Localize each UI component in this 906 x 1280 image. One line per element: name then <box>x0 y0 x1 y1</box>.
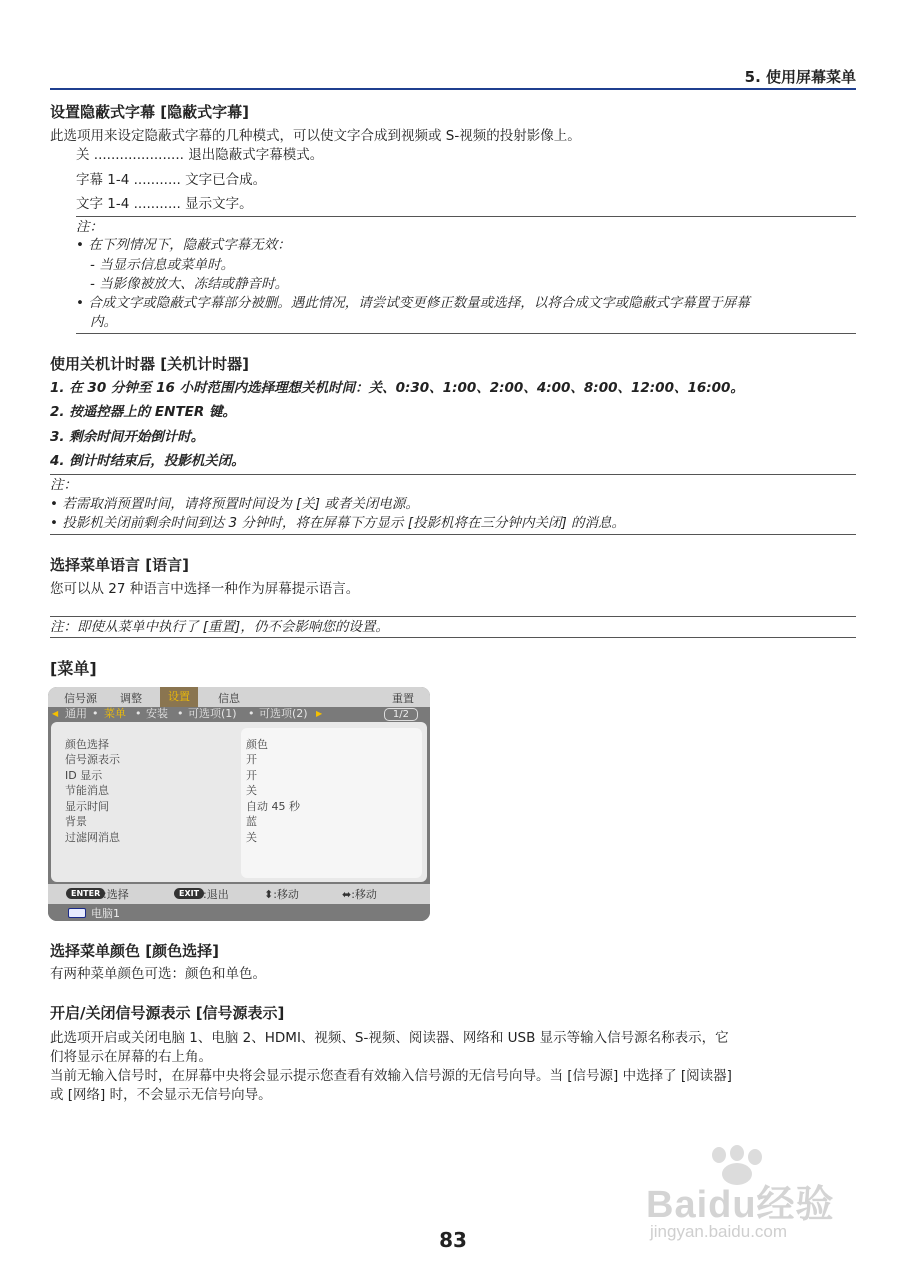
source-display-title: 开启/关闭信号源表示 [信号源表示] <box>50 1004 285 1022</box>
timer-note-rule-bottom <box>50 534 856 535</box>
cc-note-rule-bottom <box>76 333 856 334</box>
menu-screenshot <box>48 687 430 921</box>
menu-item-color-select[interactable]: 颜色选择 <box>65 738 109 751</box>
source-display-line-2: 们将显示在屏幕的右上角。 <box>50 1049 212 1065</box>
menu-item-source-display[interactable]: 信号源表示 <box>65 753 120 766</box>
watermark-brand: Baidu经验 <box>646 1184 835 1226</box>
menu-status-bar <box>48 904 430 921</box>
menu-section-title: [菜单] <box>50 659 97 678</box>
menu-item-id-display[interactable]: ID 显示 <box>65 769 103 782</box>
menu-item-eco-message[interactable]: 节能消息 <box>65 784 109 797</box>
menu-value-eco-message[interactable]: 关 <box>246 784 257 797</box>
sub-right-arrow-icon[interactable]: ▶ <box>316 709 323 718</box>
timer-note-rule-top <box>50 474 856 475</box>
enter-hint: :选择 <box>103 888 129 901</box>
source-display-line-1: 此选项开启或关闭电脑 1、电脑 2、HDMI、视频、S-视频、阅读器、网络和 USB 显示等输入信号源名称表示，它 <box>50 1030 729 1046</box>
paw-toe-3 <box>748 1149 762 1165</box>
language-note: 注：即使从菜单中执行了 [重置]，仍不会影响您的设置。 <box>50 619 389 635</box>
menu-item-filter-message[interactable]: 过滤网消息 <box>65 831 120 844</box>
source-display-line-4: 或 [网络] 时，不会显示无信号向导。 <box>50 1087 272 1103</box>
menu-value-source-display[interactable]: 开 <box>246 753 257 766</box>
cc-option-caption: 字幕 1-4 ........... 文字已合成。 <box>76 172 267 188</box>
cc-note-1: • 在下列情况下，隐蔽式字幕无效： <box>76 237 291 253</box>
subtab-dot-3: • <box>177 707 184 720</box>
timer-step-3: 3. 剩余时间开始倒计时。 <box>50 429 205 445</box>
subtab-general[interactable]: 通用 <box>65 707 87 720</box>
header-rule <box>50 88 856 90</box>
cc-note-4: • 合成文字或隐蔽式字幕部分被删。遇此情况，请尝试变更修正数量或选择，以将合成文字或隐蔽式字幕置于屏幕 <box>76 295 750 311</box>
page-number: 83 <box>439 1228 467 1252</box>
cc-note-2: - 当显示信息或菜单时。 <box>90 257 235 273</box>
subtab-dot-2: • <box>135 707 142 720</box>
timer-title: 使用关机计时器 [关机计时器] <box>50 355 249 373</box>
timer-note-2: • 投影机关闭前剩余时间到达 3 分钟时，将在屏幕下方显示 [投影机将在三分钟内关闭] 的消息。 <box>50 515 626 531</box>
cc-note-3: - 当影像被放大、冻结或静音时。 <box>90 276 289 292</box>
tab-reset[interactable]: 重置 <box>392 692 414 705</box>
subtab-menu[interactable]: 菜单 <box>104 707 126 720</box>
subtab-dot-4: • <box>248 707 255 720</box>
language-title: 选择菜单语言 [语言] <box>50 556 189 574</box>
cc-note-label: 注： <box>76 219 103 235</box>
menu-value-color-select[interactable]: 颜色 <box>246 738 268 751</box>
menu-value-filter-message[interactable]: 关 <box>246 831 257 844</box>
subtab-dot-1: • <box>92 707 99 720</box>
timer-step-2: 2. 按遥控器上的 ENTER 键。 <box>50 404 236 420</box>
computer-source-icon <box>68 908 86 918</box>
tab-adjust[interactable]: 调整 <box>120 692 142 705</box>
cc-title: 设置隐蔽式字幕 [隐蔽式字幕] <box>50 103 249 121</box>
paw-toe-1 <box>712 1147 726 1163</box>
page-indicator: 1/2 <box>384 708 418 721</box>
menu-footer <box>48 884 430 904</box>
language-note-rule-top <box>50 616 856 617</box>
move-updown-hint: ⬍:移动 <box>264 888 299 901</box>
timer-step-1: 1. 在 30 分钟至 16 小时范围内选择理想关机时间：关、0:30、1:00、2:00、4:00、8:00、12:00、16:00。 <box>50 380 744 396</box>
source-display-line-3: 当前无输入信号时，在屏幕中央将会显示提示您查看有效输入信号源的无信号向导。当 [信号源] 中选择了 [阅读器] <box>50 1068 732 1084</box>
subtab-options-1[interactable]: 可选项(1) <box>188 707 237 720</box>
sub-left-arrow-icon[interactable]: ◀ <box>52 709 59 718</box>
menu-item-background[interactable]: 背景 <box>65 815 87 828</box>
menu-value-background[interactable]: 蓝 <box>246 815 257 828</box>
tab-info[interactable]: 信息 <box>218 692 240 705</box>
cc-note-4-cont: 内。 <box>90 314 117 330</box>
section-header: 5. 使用屏幕菜单 <box>744 68 856 86</box>
tab-source[interactable]: 信号源 <box>64 692 97 705</box>
menu-subtabbar <box>48 707 430 721</box>
cc-option-text: 文字 1-4 ........... 显示文字。 <box>76 196 253 212</box>
subtab-options-2[interactable]: 可选项(2) <box>259 707 308 720</box>
move-leftright-hint: ⬌:移动 <box>342 888 377 901</box>
exit-hint: :退出 <box>203 888 229 901</box>
cc-intro: 此选项用来设定隐蔽式字幕的几种模式，可以使文字合成到视频或 S-视频的投射影像上。 <box>50 128 581 144</box>
timer-note-label: 注： <box>50 477 77 493</box>
enter-button-icon: ENTER <box>66 888 105 899</box>
menu-value-id-display[interactable]: 开 <box>246 769 257 782</box>
color-select-text: 有两种菜单颜色可选：颜色和单色。 <box>50 966 266 982</box>
watermark-url: jingyan.baidu.com <box>650 1222 788 1241</box>
language-note-rule-bottom <box>50 637 856 638</box>
tab-setup[interactable]: 设置 <box>160 687 198 707</box>
menu-item-display-time[interactable]: 显示时间 <box>65 800 109 813</box>
cc-option-off: 关 ..................... 退出隐蔽式字幕模式。 <box>76 147 324 163</box>
language-text: 您可以从 27 种语言中选择一种作为屏幕提示语言。 <box>50 581 360 597</box>
exit-button-icon: EXIT <box>174 888 204 899</box>
color-select-title: 选择菜单颜色 [颜色选择] <box>50 942 219 960</box>
current-source: 电脑1 <box>91 907 120 920</box>
subtab-install[interactable]: 安装 <box>146 707 168 720</box>
timer-note-1: • 若需取消预置时间，请将预置时间设为 [关] 或者关闭电源。 <box>50 496 419 512</box>
menu-body <box>51 722 427 882</box>
cc-note-rule-top <box>76 216 856 217</box>
paw-toe-2 <box>730 1145 744 1161</box>
timer-step-4: 4. 倒计时结束后，投影机关闭。 <box>50 453 245 469</box>
menu-tabbar <box>48 687 430 707</box>
menu-value-display-time[interactable]: 自动 45 秒 <box>246 800 300 813</box>
